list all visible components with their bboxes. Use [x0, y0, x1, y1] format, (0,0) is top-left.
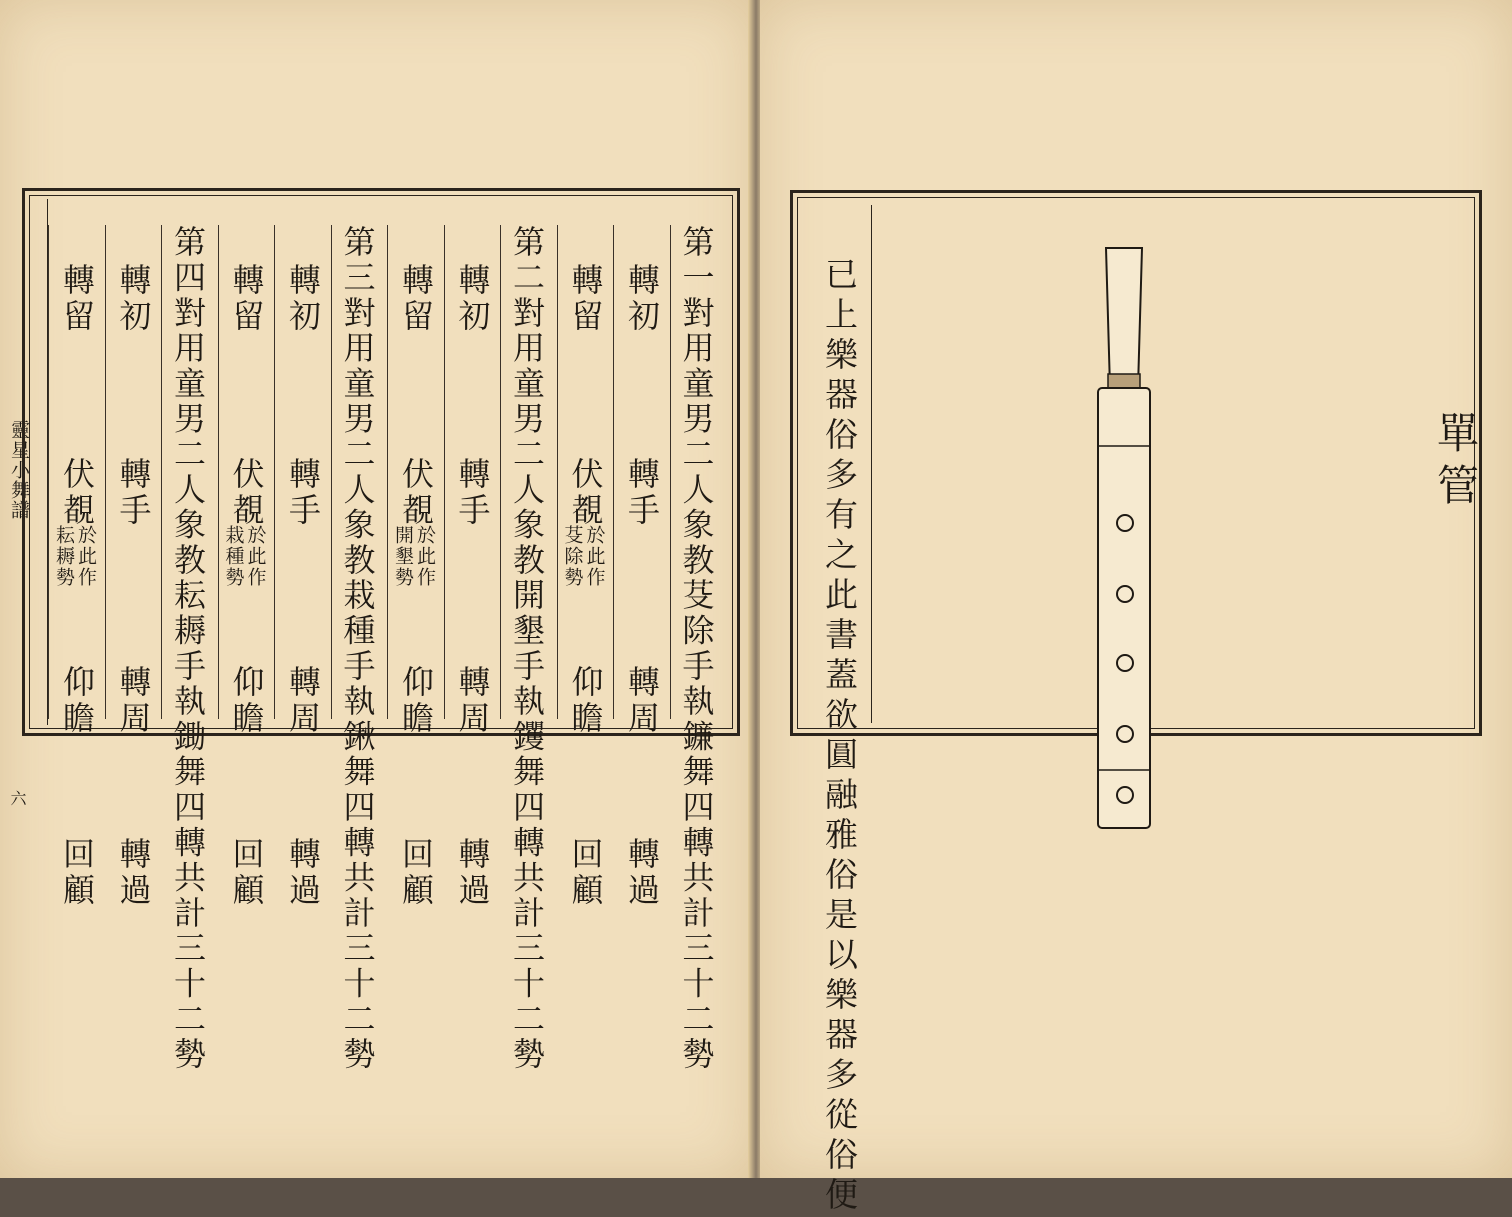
move-top: 轉初 [284, 263, 322, 335]
move-top: 轉初 [623, 263, 661, 335]
text-column [48, 225, 106, 909]
interlinear-note: 開墾勢 [392, 525, 414, 588]
move-mid: 轉手 [453, 457, 492, 529]
verse-line: 第二對用童男二人象教開墾手執钁舞四轉共計三十二勢 [508, 225, 546, 1073]
verse-line: 第一對用童男二人象教芟除手執鐮舞四轉共計三十二勢 [677, 225, 716, 1073]
interlinear-note: 於此作 [75, 525, 97, 588]
page-number: 六 [8, 790, 27, 806]
text-column [613, 225, 671, 909]
caption-text: 已上樂器俗多有之此書蓋欲圓融雅俗是以樂器多從俗便 [820, 257, 859, 1217]
move-lower: 仰瞻 [227, 665, 266, 737]
interlinear-note: 芟除勢 [561, 525, 584, 588]
verse-line: 第三對用童男二人象教栽種手執鍬舞四轉共計三十二勢 [338, 225, 377, 1073]
instrument-title: 單管 [1431, 411, 1480, 515]
margin-title-text: 靈星小舞譜 [8, 420, 30, 520]
flute-reed [1106, 248, 1142, 388]
text-columns [47, 199, 729, 1073]
left-page [0, 0, 752, 1178]
text-column [274, 225, 332, 909]
text-column [444, 225, 502, 909]
move-top: 轉留 [397, 263, 435, 335]
move-bottom: 轉過 [284, 837, 322, 909]
move-mid: 轉手 [114, 457, 153, 529]
flute-body [1098, 388, 1150, 828]
move-lower: 仰瞻 [58, 665, 96, 737]
interlinear-note: 於此作 [244, 525, 267, 588]
move-mid: 伏覩 [566, 457, 605, 529]
verse-line: 第四對用童男二人象教耘耨手執鋤舞四轉共計三十二勢 [169, 225, 207, 1073]
move-top: 轉初 [453, 263, 492, 335]
interlinear-note: 栽種勢 [222, 525, 245, 588]
move-lower: 轉周 [453, 665, 492, 737]
text-column [161, 225, 219, 1073]
move-top: 轉留 [58, 263, 96, 335]
move-lower: 轉周 [114, 665, 153, 737]
text-column [105, 225, 163, 909]
move-top: 轉留 [566, 263, 605, 335]
move-bottom: 回顧 [397, 837, 435, 909]
move-top: 轉初 [114, 263, 153, 335]
move-mid: 伏覩 [397, 457, 435, 529]
text-frame [22, 188, 740, 1073]
move-mid: 轉手 [284, 457, 322, 529]
interlinear-note: 於此作 [583, 525, 606, 588]
move-lower: 轉周 [623, 665, 661, 737]
move-lower: 仰瞻 [566, 665, 605, 737]
move-mid: 伏覩 [58, 457, 96, 529]
flute-reed-binding [1108, 374, 1140, 388]
text-column [387, 225, 445, 909]
interlinear-note: 於此作 [414, 525, 436, 588]
move-lower: 仰瞻 [397, 665, 435, 737]
text-column [331, 225, 389, 1073]
move-bottom: 回顧 [566, 837, 605, 909]
text-column [557, 225, 615, 909]
move-bottom: 回顧 [58, 837, 96, 909]
move-mid: 伏覩 [227, 457, 266, 529]
move-bottom: 轉過 [114, 837, 153, 909]
text-column [218, 225, 276, 909]
move-top: 轉留 [227, 263, 266, 335]
text-column [670, 225, 728, 1073]
move-bottom: 轉過 [453, 837, 492, 909]
move-bottom: 回顧 [227, 837, 266, 909]
move-bottom: 轉過 [623, 837, 661, 909]
move-mid: 轉手 [623, 457, 661, 529]
interlinear-note: 耘耨勢 [53, 525, 75, 588]
move-lower: 轉周 [284, 665, 322, 737]
caption-column [811, 205, 872, 1217]
text-column [500, 225, 558, 1073]
flute-illustration [1080, 240, 1170, 860]
